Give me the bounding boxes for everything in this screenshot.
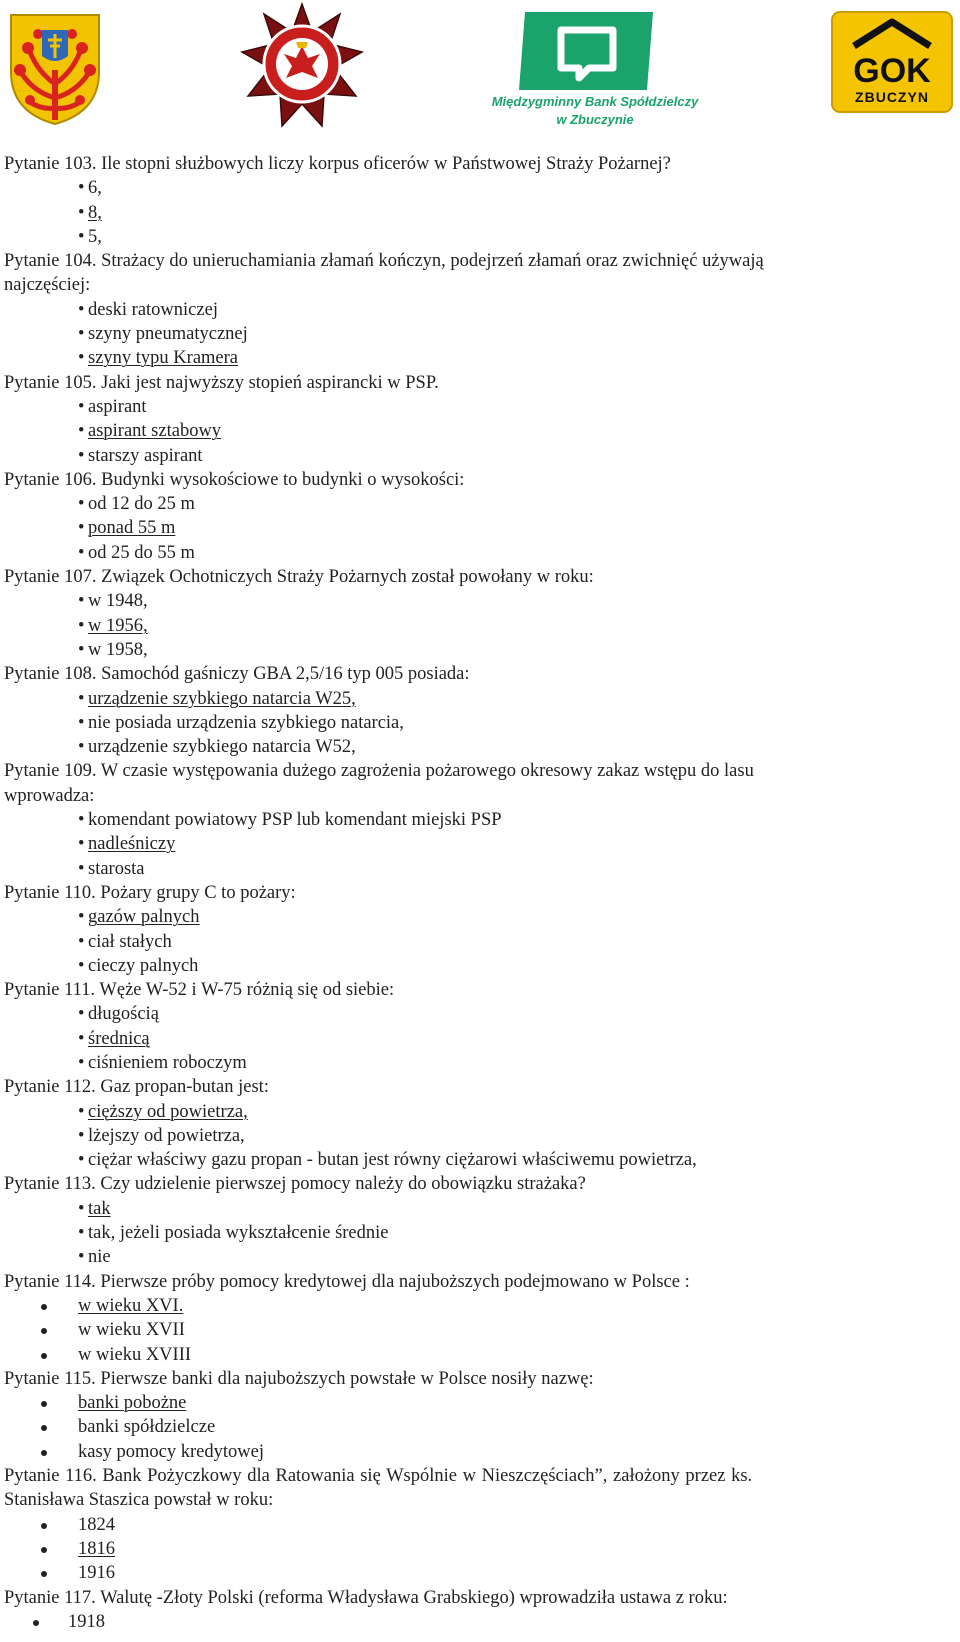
answer-option (0, 1537, 960, 1561)
bullet-icon: • (78, 931, 85, 952)
question-text-continued: wprowadza: (4, 785, 95, 806)
bullet-icon: • (78, 712, 85, 733)
answer-option (0, 1610, 960, 1634)
question-text-continued: najczęściej: (4, 275, 91, 296)
question-text: Pytanie 114. Pierwsze próby pomocy kredytowej dla najuboższych podejmowano w Polsce : (4, 1271, 690, 1292)
bullet-icon: • (78, 1247, 85, 1268)
gok-logo-main: GOK (853, 52, 931, 90)
answer-option (0, 395, 960, 419)
answer-text: komendant powiatowy PSP lub komendant miejski PSP (88, 810, 502, 831)
bullet-icon: • (78, 1223, 85, 1244)
answer-option (0, 1221, 960, 1245)
answer-option (0, 711, 960, 735)
answer-text: 6, (88, 178, 102, 199)
correct-answer-text: 8, (88, 202, 102, 223)
question-text: Pytanie 105. Jaki jest najwyższy stopień aspirancki w PSP. (4, 372, 439, 393)
bullet-icon: • (78, 907, 85, 928)
answer-option (0, 1561, 960, 1585)
answer-option (0, 1318, 960, 1342)
bullet-icon: • (78, 1028, 85, 1049)
bullet-icon: • (78, 737, 85, 758)
answer-text: ciężar właściwy gazu propan - butan jest równy ciężarowi właściwemu powietrza, (88, 1150, 697, 1171)
bullet-icon (41, 1547, 47, 1553)
bullet-icon (33, 1620, 39, 1626)
answer-text: 1916 (78, 1563, 115, 1584)
answer-option (0, 687, 960, 711)
answer-option (0, 638, 960, 662)
bullet-icon: • (78, 1101, 85, 1122)
answer-option (0, 589, 960, 613)
answer-text: kasy pomocy kredytowej (78, 1441, 264, 1462)
bullet-icon: • (78, 615, 85, 636)
question-text: Pytanie 111. Węże W-52 i W-75 różnią się od siebie: (4, 980, 395, 1001)
correct-answer-text: aspirant sztabowy (88, 421, 222, 442)
question-text: Pytanie 103. Ile stopni służbowych liczy korpus oficerów w Państwowej Straży Pożarnej? (4, 154, 671, 174)
bullet-icon: • (78, 518, 85, 539)
answer-option (0, 1148, 960, 1172)
answer-option (0, 444, 960, 468)
answer-text: w wieku XVIII (78, 1344, 192, 1365)
answer-text: aspirant (88, 396, 147, 417)
answer-option (0, 1245, 960, 1269)
answer-text: cieczy palnych (88, 955, 199, 976)
question-text: Pytanie 106. Budynki wysokościowe to budynki o wysokości: (4, 469, 465, 490)
bullet-icon: • (78, 348, 85, 369)
answer-option (0, 298, 960, 322)
answer-text: lżejszy od powietrza, (88, 1125, 245, 1146)
answer-option (0, 1391, 960, 1415)
gok-logo-sub: ZBUCZYN (855, 89, 929, 105)
correct-answer-text: banki pobożne (78, 1393, 187, 1414)
bullet-icon: • (78, 445, 85, 466)
answer-option (0, 905, 960, 929)
answer-text: w 1948, (88, 591, 148, 612)
answer-text: w wieku XVII (78, 1320, 185, 1341)
bullet-icon: • (78, 1150, 85, 1171)
correct-answer-text: gazów palnych (88, 907, 200, 928)
answer-text: starosta (88, 858, 145, 879)
answer-text: urządzenie szybkiego natarcia W52, (88, 737, 356, 758)
answer-text: tak, jeżeli posiada wykształcenie średnie (88, 1223, 389, 1244)
bullet-icon: • (78, 810, 85, 831)
answer-option (0, 492, 960, 516)
answer-option (0, 808, 960, 832)
question-text: Pytanie 107. Związek Ochotniczych Straży Pożarnych został powołany w roku: (4, 567, 594, 588)
answer-text: 1918 (68, 1611, 105, 1632)
bullet-icon: • (78, 178, 85, 199)
answer-option (0, 201, 960, 225)
answer-option (0, 516, 960, 540)
bullet-icon: • (78, 299, 85, 320)
bullet-icon: • (78, 324, 85, 345)
question-text: Pytanie 113. Czy udzielenie pierwszej pomocy należy do obowiązku strażaka? (4, 1174, 586, 1195)
answer-text: od 25 do 55 m (88, 542, 195, 563)
bullet-icon: • (78, 1198, 85, 1219)
answer-option (0, 541, 960, 565)
coat-of-arms-logo (8, 12, 102, 126)
answer-option (0, 322, 960, 346)
correct-answer-text: nadleśniczy (88, 834, 176, 855)
question-text: Pytanie 112. Gaz propan-butan jest: (4, 1077, 269, 1098)
answer-text: ciśnieniem roboczym (88, 1052, 247, 1073)
answer-text: od 12 do 25 m (88, 494, 195, 515)
question-text: Pytanie 104. Strażacy do unieruchamiania złamań kończyn, podejrzeń złamań oraz zwichnięć używają (4, 251, 764, 272)
bullet-icon (41, 1523, 47, 1529)
bullet-icon: • (78, 591, 85, 612)
answer-text: nie (88, 1247, 111, 1268)
answer-option (0, 176, 960, 200)
answer-option (0, 225, 960, 249)
correct-answer-text: średnicą (88, 1028, 150, 1049)
correct-answer-text: ponad 55 m (88, 518, 176, 539)
bullet-icon: • (78, 834, 85, 855)
bullet-icon: • (78, 688, 85, 709)
answer-option (0, 1051, 960, 1075)
bank-logo-line1: Międzygminny Bank Spółdzielczy (491, 94, 699, 109)
correct-answer-text: w wieku XVI. (78, 1295, 184, 1316)
bullet-icon: • (78, 396, 85, 417)
answer-option (0, 857, 960, 881)
answer-text: 1824 (78, 1514, 115, 1535)
answer-option (0, 1440, 960, 1464)
answer-option (0, 954, 960, 978)
correct-answer-text: cięższy od powietrza, (88, 1101, 248, 1122)
answer-option (0, 735, 960, 759)
correct-answer-text: w 1956, (88, 615, 148, 636)
logo-bar (0, 0, 960, 136)
answer-option (0, 832, 960, 856)
question-text: Pytanie 108. Samochód gaśniczy GBA 2,5/16 typ 005 posiada: (4, 664, 470, 685)
bullet-icon: • (78, 1004, 85, 1025)
bullet-icon (41, 1304, 47, 1310)
answer-option (0, 419, 960, 443)
question-text: Pytanie 115. Pierwsze banki dla najuboższych powstałe w Polsce nosiły nazwę: (4, 1368, 594, 1389)
answer-option (0, 1002, 960, 1026)
answer-text: deski ratowniczej (88, 299, 218, 320)
correct-answer-text: urządzenie szybkiego natarcia W25, (88, 688, 356, 709)
correct-answer-text: szyny typu Kramera (88, 348, 239, 369)
answer-text: długością (88, 1004, 159, 1025)
question-text: Pytanie 109. W czasie występowania dużego zagrożenia pożarowego okresowy zakaz wstępu do lasu (4, 761, 754, 782)
question-text-continued: Stanisława Staszica powstał w roku: (4, 1490, 274, 1511)
question-text: Pytanie 110. Pożary grupy C to pożary: (4, 882, 296, 903)
answer-option (0, 1343, 960, 1367)
bullet-icon: • (78, 639, 85, 660)
bullet-icon: • (78, 542, 85, 563)
correct-answer-text: tak (88, 1198, 111, 1219)
bank-logo (491, 6, 699, 130)
answer-option (0, 614, 960, 638)
answer-text: ciał stałych (88, 931, 172, 952)
answer-option (0, 1415, 960, 1439)
answer-text: 5, (88, 226, 102, 247)
answer-text: starszy aspirant (88, 445, 203, 466)
quiz-document (0, 152, 960, 1634)
answer-text: banki spółdzielcze (78, 1417, 216, 1438)
answer-text: nie posiada urządzenia szybkiego natarcia, (88, 712, 404, 733)
bullet-icon: • (78, 494, 85, 515)
question-text: Pytanie 116. Bank Pożyczkowy dla Ratowania się Wspólnie w Nieszczęściach”, założony przez ks. (4, 1466, 753, 1487)
bullet-icon (41, 1353, 47, 1359)
answer-option (0, 1513, 960, 1537)
bullet-icon: • (78, 421, 85, 442)
bullet-icon: • (78, 1125, 85, 1146)
answer-option (0, 1197, 960, 1221)
bullet-icon: • (78, 1052, 85, 1073)
bullet-icon: • (78, 858, 85, 879)
answer-option (0, 1027, 960, 1051)
osp-emblem-logo (240, 2, 364, 130)
answer-option (0, 1294, 960, 1318)
bullet-icon: • (78, 202, 85, 223)
answer-option (0, 1100, 960, 1124)
bullet-icon (41, 1450, 47, 1456)
bullet-icon: • (78, 955, 85, 976)
bank-logo-line2: w Zbuczynie (556, 112, 634, 127)
bullet-icon: • (78, 226, 85, 247)
answer-text: w 1958, (88, 639, 148, 660)
question-text: Pytanie 117. Walutę -Złoty Polski (reforma Władysława Grabskiego) wprowadziła ustawa z roku: (4, 1587, 728, 1608)
answer-option (0, 1124, 960, 1148)
gok-logo (830, 10, 954, 114)
answer-option (0, 930, 960, 954)
answer-text: szyny pneumatycznej (88, 324, 248, 345)
answer-option (0, 346, 960, 370)
correct-answer-text: 1816 (78, 1538, 115, 1559)
